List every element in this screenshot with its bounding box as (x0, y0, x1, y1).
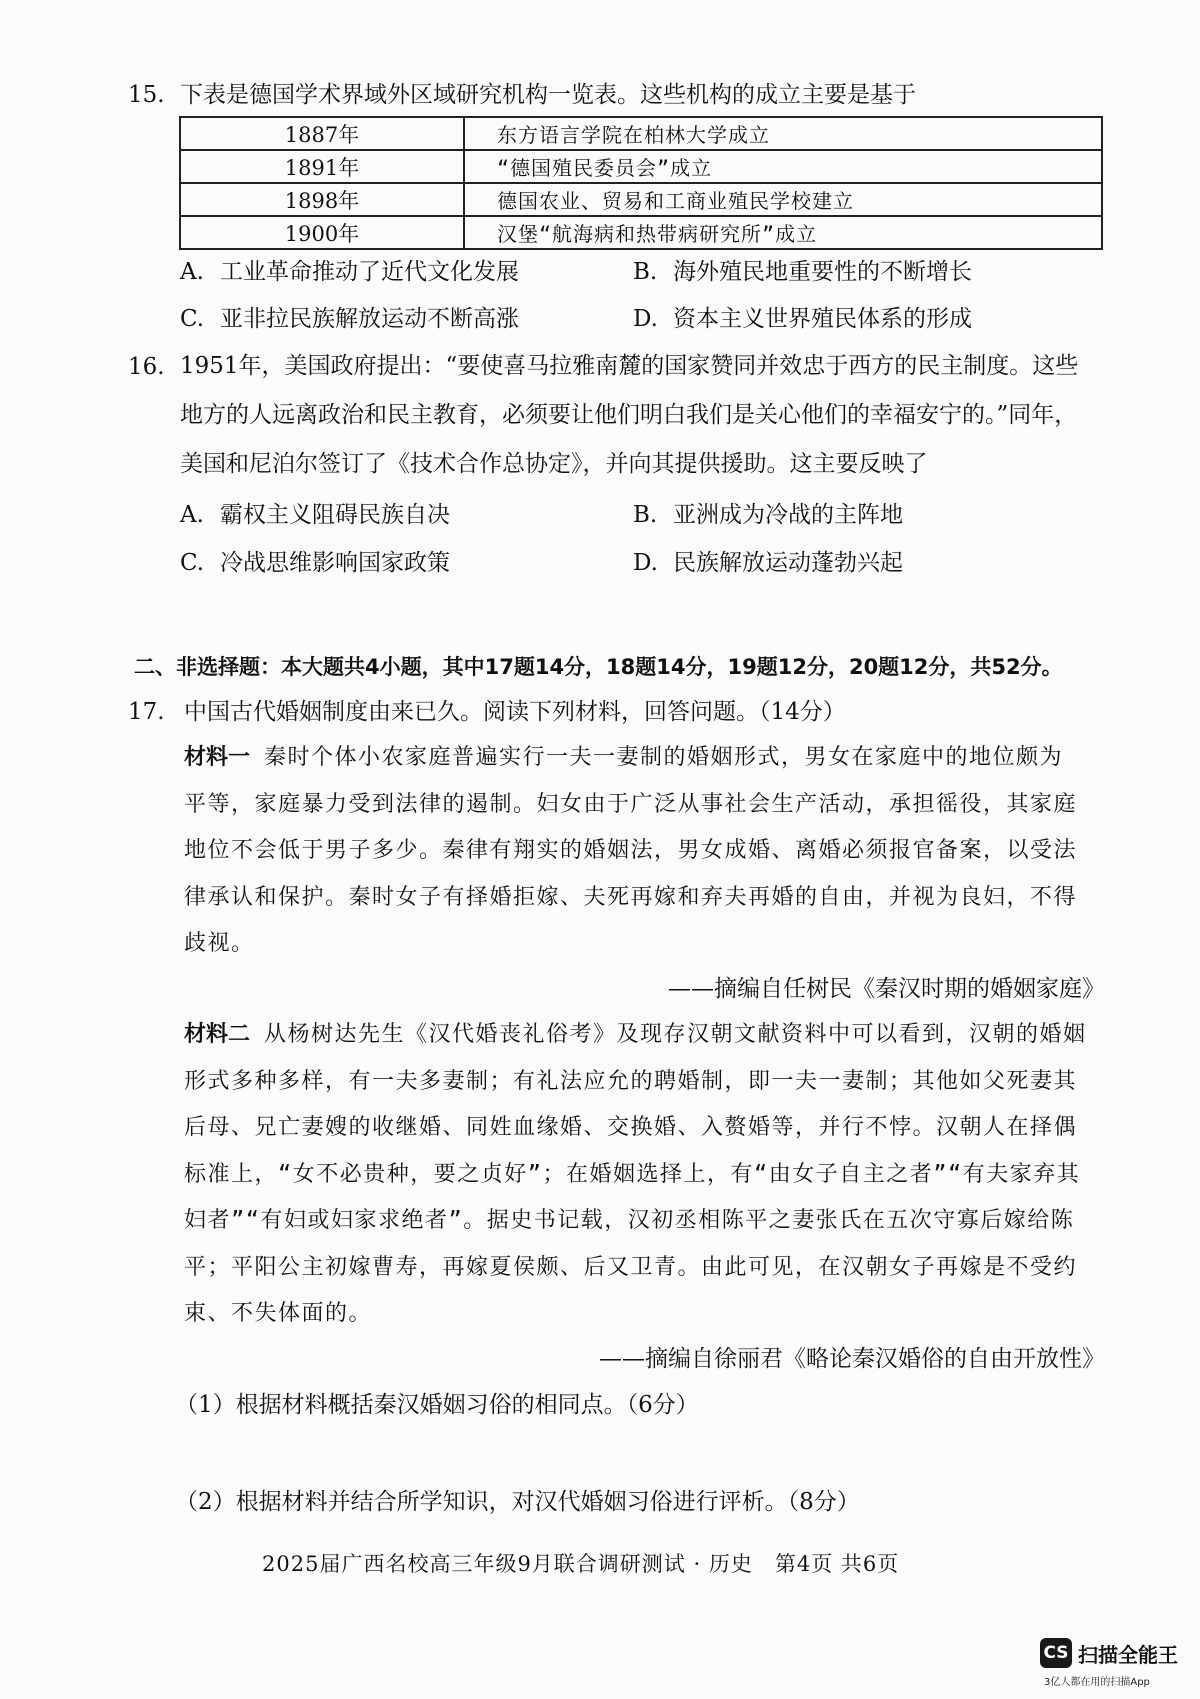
option-letter: B. (633, 259, 658, 285)
option-c[interactable] (180, 548, 450, 578)
option-text: 资本主义世界殖民体系的形成 (673, 306, 972, 332)
option-letter: A. (180, 259, 204, 285)
option-text: 冷战思维影响国家政策 (220, 550, 450, 576)
material-two (184, 1012, 1087, 1338)
event-cell: 德国农业、贸易和工商业殖民学校建立 (464, 183, 1102, 216)
year-cell: 1898年 (180, 183, 464, 216)
table-row (180, 150, 1102, 183)
material-line: 律承认和保护。秦时女子有择婚拒嫁、夫死再嫁和弃夫再婚的自由，并视为良妇，不得 (184, 884, 1078, 910)
event-cell: 汉堡“航海病和热带病研究所”成立 (464, 216, 1102, 249)
year-cell: 1887年 (180, 117, 464, 150)
option-letter: C. (180, 306, 205, 332)
material-source: ——摘编自任树民《秦汉时期的婚姻家庭》 (668, 976, 1105, 1002)
option-text: 亚非拉民族解放运动不断高涨 (220, 306, 519, 332)
option-text: 海外殖民地重要性的不断增长 (673, 259, 972, 285)
material-label: 材料一 (184, 745, 251, 770)
table-row (180, 183, 1102, 216)
question-stem (180, 342, 1110, 489)
option-d[interactable] (633, 548, 903, 578)
option-text: 工业革命推动了近代文化发展 (220, 259, 519, 285)
watermark-name: 扫描全能王 (1078, 1642, 1178, 1667)
question-number: 17. (128, 699, 165, 725)
material-label: 材料二 (184, 1022, 251, 1047)
year-cell: 1900年 (180, 216, 464, 249)
material-line: 歧视。 (184, 931, 255, 956)
stem-line: 1951年，美国政府提出：“要使喜马拉雅南麓的国家赞同并效忠于西方的民主制度。这些 (180, 353, 1079, 379)
material-one (184, 735, 1077, 968)
section-heading: 二、非选择题：本大题共4小题，其中17题14分，18题14分，19题12分，20题12分，共52分。 (134, 655, 1063, 679)
option-text: 亚洲成为冷战的主阵地 (673, 502, 903, 528)
table-row (180, 117, 1102, 150)
option-letter: D. (633, 306, 658, 332)
sub-question-2: （2）根据材料并结合所学知识，对汉代婚姻习俗进行评析。（8分） (175, 1489, 860, 1515)
page-footer: 2025届广西名校高三年级9月联合调研测试 · 历史 第4页 共6页 (262, 1552, 900, 1576)
watermark-tagline: 3亿人都在用的扫描App (1044, 1677, 1150, 1688)
question-number: 16. (128, 354, 165, 380)
sub-question-1: （1）根据材料概括秦汉婚姻习俗的相同点。（6分） (175, 1392, 699, 1418)
material-line: 束、不失体面的。 (184, 1301, 373, 1326)
material-line: 材料一 秦时个体小农家庭普遍实行一夫一妻制的婚姻形式，男女在家庭中的地位颇为 (184, 745, 1064, 770)
material-line: 形式多种多样，有一夫多妻制；有礼法应允的聘婚制，即一夫一妻制；其他如父死妻其 (184, 1068, 1078, 1094)
question-number: 15. (128, 82, 165, 108)
table-row (180, 216, 1102, 249)
option-text: 霸权主义阻碍民族自决 (220, 502, 450, 528)
event-cell: “德国殖民委员会”成立 (464, 150, 1102, 183)
material-line: 妇者”“有妇或妇家求绝者”。据史书记载，汉初丞相陈平之妻张氏在五次守寡后嫁给陈 (184, 1208, 1075, 1233)
option-letter: C. (180, 550, 205, 576)
material-line: 后母、兄亡妻嫂的收继婚、同姓血缘婚、交换婚、入赘婚等，并行不悖。汉朝人在择偶 (184, 1115, 1078, 1140)
material-line: 材料二 从杨树达先生《汉代婚丧礼俗考》及现存汉朝文献资料中可以看到，汉朝的婚姻 (184, 1022, 1087, 1047)
material-line: 平；平阳公主初嫁曹寿，再嫁夏侯颇、后又卫青。由此可见，在汉朝女子再嫁是不受约 (184, 1254, 1078, 1280)
option-b[interactable] (633, 257, 972, 287)
option-c[interactable] (180, 304, 519, 334)
option-letter: B. (633, 502, 658, 528)
option-letter: A. (180, 502, 204, 528)
question-stem: 下表是德国学术界域外区域研究机构一览表。这些机构的成立主要是基于 (180, 82, 916, 108)
option-a[interactable] (180, 257, 519, 287)
material-line: 地位不会低于男子多少。秦律有翔实的婚姻法，男女成婚、离婚必须报官备案，以受法 (184, 838, 1078, 863)
material-source: ——摘编自徐丽君《略论秦汉婚俗的自由开放性》 (599, 1346, 1105, 1372)
material-line: 平等，家庭暴力受到法律的遏制。妇女由于广泛从事社会生产活动，承担徭役，其家庭 (184, 791, 1078, 817)
event-cell: 东方语言学院在柏林大学成立 (464, 117, 1102, 150)
question-stem: 中国古代婚姻制度由来已久。阅读下列材料，回答问题。（14分） (184, 699, 846, 725)
scanner-watermark (1040, 1638, 1178, 1668)
stem-line: 地方的人远离政治和民主教育，必须要让他们明白我们是关心他们的幸福安宁的。”同年， (180, 402, 1078, 428)
option-text: 民族解放运动蓬勃兴起 (673, 550, 903, 576)
institutions-table (179, 116, 1103, 250)
option-letter: D. (633, 550, 658, 576)
material-line: 标准上，“女不必贵种，要之贞好”；在婚姻选择上，有“由女子自主之者”“有夫家弃其 (184, 1161, 1081, 1187)
option-a[interactable] (180, 500, 450, 530)
option-b[interactable] (633, 500, 903, 530)
option-d[interactable] (633, 304, 972, 334)
stem-line: 美国和尼泊尔签订了《技术合作总协定》，并向其提供援助。这主要反映了 (180, 451, 928, 477)
cs-logo-icon: CS (1040, 1638, 1072, 1668)
year-cell: 1891年 (180, 150, 464, 183)
